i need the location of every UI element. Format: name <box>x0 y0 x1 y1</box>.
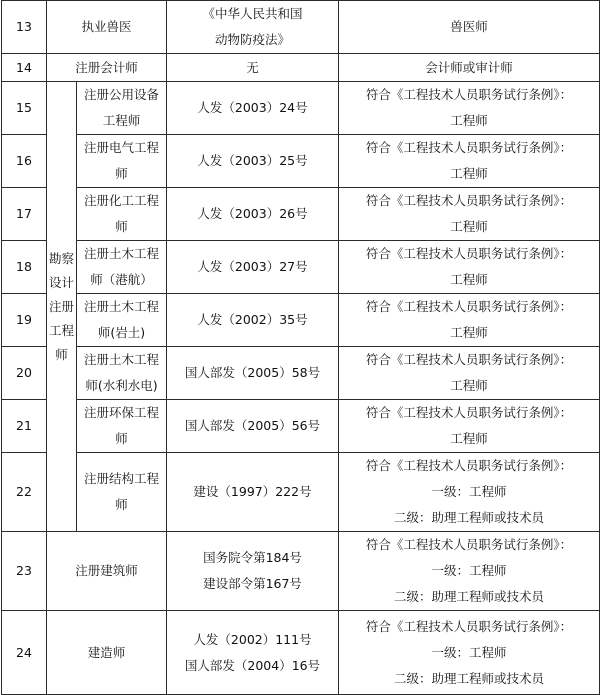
requirement: 符合《工程技术人员职务试行条例》： 工程师 <box>339 294 600 347</box>
table-row <box>2 347 600 400</box>
requirement: 符合《工程技术人员职务试行条例》： 一级：工程师 二级：助理工程师或技术员 <box>339 532 600 611</box>
basis-document: 建设（1997）222号 <box>167 453 339 532</box>
row-number: 13 <box>2 1 47 54</box>
qualification-name: 注册化工工程 师 <box>77 188 167 241</box>
basis-document: 人发（2003）27号 <box>167 241 339 294</box>
requirement: 符合《工程技术人员职务试行条例》： 一级：工程师 二级：助理工程师或技术员 <box>339 611 600 695</box>
row-number: 20 <box>2 347 47 400</box>
table-row <box>2 294 600 347</box>
table-row <box>2 1 600 54</box>
table-row <box>2 82 600 135</box>
qualification-name: 注册环保工程 师 <box>77 400 167 453</box>
row-number: 21 <box>2 400 47 453</box>
row-number: 14 <box>2 54 47 82</box>
basis-document: 人发（2002）111号 国人部发（2004）16号 <box>167 611 339 695</box>
table-row <box>2 241 600 294</box>
requirement: 符合《工程技术人员职务试行条例》： 工程师 <box>339 135 600 188</box>
table-row <box>2 611 600 695</box>
basis-document: 国务院令第184号 建设部令第167号 <box>167 532 339 611</box>
qualification-name: 注册电气工程 师 <box>77 135 167 188</box>
table-row <box>2 453 600 532</box>
qualification-name: 注册土木工程 师(水利水电) <box>77 347 167 400</box>
basis-document: 国人部发（2005）58号 <box>167 347 339 400</box>
requirement: 符合《工程技术人员职务试行条例》： 工程师 <box>339 400 600 453</box>
requirement: 符合《工程技术人员职务试行条例》： 工程师 <box>339 241 600 294</box>
row-number: 18 <box>2 241 47 294</box>
qualification-name: 建造师 <box>47 611 167 695</box>
qualification-name: 注册建筑师 <box>47 532 167 611</box>
requirement: 符合《工程技术人员职务试行条例》： 工程师 <box>339 347 600 400</box>
table-row <box>2 54 600 82</box>
row-number: 15 <box>2 82 47 135</box>
table-row <box>2 400 600 453</box>
requirement: 符合《工程技术人员职务试行条例》： 工程师 <box>339 82 600 135</box>
basis-document: 人发（2003）24号 <box>167 82 339 135</box>
row-number: 16 <box>2 135 47 188</box>
row-number: 19 <box>2 294 47 347</box>
requirement: 兽医师 <box>339 1 600 54</box>
row-number: 24 <box>2 611 47 695</box>
requirement: 符合《工程技术人员职务试行条例》： 工程师 <box>339 188 600 241</box>
basis-document: 人发（2002）35号 <box>167 294 339 347</box>
category-label: 勘察 设计 注册 工程 师 <box>47 82 77 532</box>
table-row <box>2 188 600 241</box>
row-number: 22 <box>2 453 47 532</box>
qualification-name: 注册结构工程 师 <box>77 453 167 532</box>
basis-document: 无 <box>167 54 339 82</box>
row-number: 23 <box>2 532 47 611</box>
qualification-name: 注册土木工程 师（港航） <box>77 241 167 294</box>
qualification-name: 注册会计师 <box>47 54 167 82</box>
requirement: 符合《工程技术人员职务试行条例》： 一级：工程师 二级：助理工程师或技术员 <box>339 453 600 532</box>
qualification-name: 注册土木工程 师(岩土) <box>77 294 167 347</box>
table-row <box>2 135 600 188</box>
basis-document: 《中华人民共和国 动物防疫法》 <box>167 1 339 54</box>
table-row <box>2 532 600 611</box>
basis-document: 人发（2003）25号 <box>167 135 339 188</box>
requirement: 会计师或审计师 <box>339 54 600 82</box>
qualification-table <box>1 0 600 695</box>
basis-document: 国人部发（2005）56号 <box>167 400 339 453</box>
row-number: 17 <box>2 188 47 241</box>
basis-document: 人发（2003）26号 <box>167 188 339 241</box>
qualification-name: 执业兽医 <box>47 1 167 54</box>
qualification-name: 注册公用设备 工程师 <box>77 82 167 135</box>
